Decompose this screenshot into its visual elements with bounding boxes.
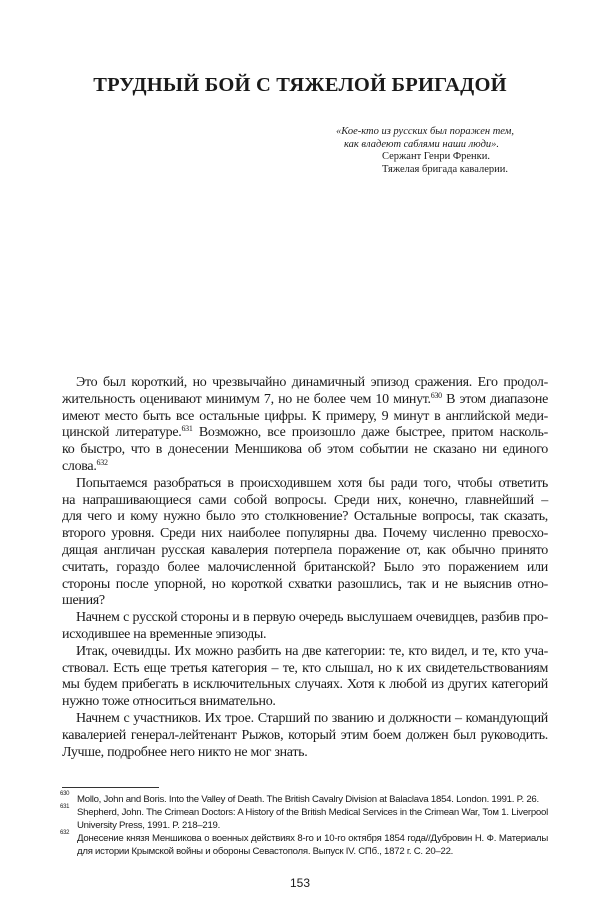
epigraph (336, 126, 514, 176)
footnote-text: Донесение князя Меншикова о военных действиях 8-го и 10-го октября 1854 года//Дубровин Н. Ф. Материалы для истории Крымской войны и обороны Севастополя. Выпуск IV. СПб., 1872 г. С. 20–22. (77, 833, 548, 857)
body-line-text: на напрашивающиеся сами собой вопросы. Среди них, конечно, главнейший – (62, 492, 548, 508)
body-line (62, 543, 548, 560)
body-line-text: кавалерией генерал-лейтенант Рыжов, который этим боем должен был руководить. (62, 727, 548, 743)
body-line-text: Попытаемся разобраться в происходившем хотя бы ради того, чтобы ответить (76, 475, 548, 491)
body-line-text: слова. (62, 458, 97, 474)
footnote (60, 806, 548, 832)
body-line-text: считать, гораздо более малочисленной британской? Было это поражением или (62, 559, 548, 575)
body-line-text: Это был короткий, но чрезвычайно динамичный эпизод сражения. Его продол- (76, 375, 548, 390)
footnote-divider (62, 787, 159, 788)
body-line-text: Лучше, подробнее него никто не мог знать. (62, 744, 308, 760)
footnote-number: 630 (60, 791, 70, 797)
body-line-text: Возможно, все произошло даже быстрее, притом насколь- (192, 425, 548, 441)
body-line (62, 526, 548, 543)
body-line-text: исходившее на временные эпизоды. (62, 626, 267, 642)
epigraph-author: Сержант Генри Френки. (382, 151, 491, 162)
body-line (62, 711, 548, 728)
body-line (62, 459, 548, 476)
body-line (62, 375, 548, 392)
body-text (62, 375, 548, 761)
footnote-number: 632 (60, 830, 70, 836)
body-line-text: В этом диапазоне (441, 391, 548, 407)
body-line (62, 577, 548, 594)
footnote-number: 631 (60, 804, 70, 810)
body-line (62, 442, 548, 459)
footnote (60, 793, 548, 806)
body-line (62, 593, 548, 610)
body-line (62, 493, 548, 510)
body-line-text: Начнем с русской стороны и в первую очередь выслушаем очевидцев, разбив про- (76, 610, 548, 626)
body-line (62, 745, 548, 762)
footnote-ref[interactable]: 632 (96, 457, 108, 467)
body-line (62, 560, 548, 577)
footnote-ref[interactable]: 631 (181, 424, 193, 434)
body-line-text: стороны после упорной, но короткой схватки разошлись, так и не выяснив отно- (62, 576, 548, 592)
body-line (62, 627, 548, 644)
footnote-text: Mollo, John and Boris. Into the Valley of Death. The British Cavalry Division at Balaclava 1854. London. 1991. P. 26. (77, 794, 539, 805)
body-line (62, 409, 548, 426)
body-line (62, 694, 548, 711)
body-line-text: ствовал. Есть еще третья категория – те, кто слышал, но к их свидетельствованиям (62, 660, 548, 676)
body-line-text: нужно тоже относиться внимательно. (62, 694, 276, 710)
epigraph-source: Тяжелая бригада кавалерии. (382, 163, 508, 175)
footnote (60, 832, 548, 858)
body-line-text: мы будем прибегать в исключительных случаях. Хотя к любой из других категорий (62, 677, 548, 693)
body-line-text: шения? (62, 593, 105, 609)
body-line-text: Итак, очевидцы. Их можно разбить на две категории: те, кто видел, и те, кто уча- (76, 643, 548, 659)
body-line-text: дящая англичан русская кавалерия потерпела поражение от, как обычно принято (62, 542, 548, 558)
body-line-text: второго уровня. Среди них наиболее популярны два. Почему численно превосхо- (62, 526, 548, 542)
body-line (62, 728, 548, 745)
body-line-text: для чего и кому нужно было это столкновение? Остальные вопросы, так сказать, (62, 509, 548, 525)
body-line-text: цинской литературе. (62, 425, 182, 441)
body-line (62, 677, 548, 694)
footnotes (60, 793, 548, 858)
page-number: 153 (289, 876, 311, 890)
footnote-text: Shepherd, John. The Crimean Doctors: A History of the British Medical Services in the Crimean War, Том 1. Liverpool University Press, 1991. P. 218–219. (77, 807, 548, 831)
chapter-title: ТРУДНЫЙ БОЙ С ТЯЖЕЛОЙ БРИГАДОЙ (93, 74, 507, 96)
body-line-text: Начнем с участников. Их трое. Старший по званию и должности – командующий (76, 710, 548, 726)
footnote-ref[interactable]: 630 (430, 390, 442, 400)
body-line (62, 661, 548, 678)
epigraph-quote-line: «Кое-кто из русских был поражен тем, (336, 126, 514, 137)
body-line (62, 610, 548, 627)
body-line (62, 644, 548, 661)
body-line (62, 509, 548, 526)
body-line (62, 476, 548, 493)
body-line-text: жительность оценивают минимум 7, но не более чем 10 минут. (62, 391, 431, 407)
body-line (62, 425, 548, 442)
body-line-text: имеют место быть все остальные цифры. К примеру, 9 минут в английской меди- (62, 408, 548, 424)
body-line (62, 392, 548, 409)
epigraph-quote-line: как владеют саблями наши люди». (344, 138, 500, 150)
body-line-text: ко быстро, что в донесении Меншикова об этом событии не сказано ни единого (62, 442, 548, 458)
